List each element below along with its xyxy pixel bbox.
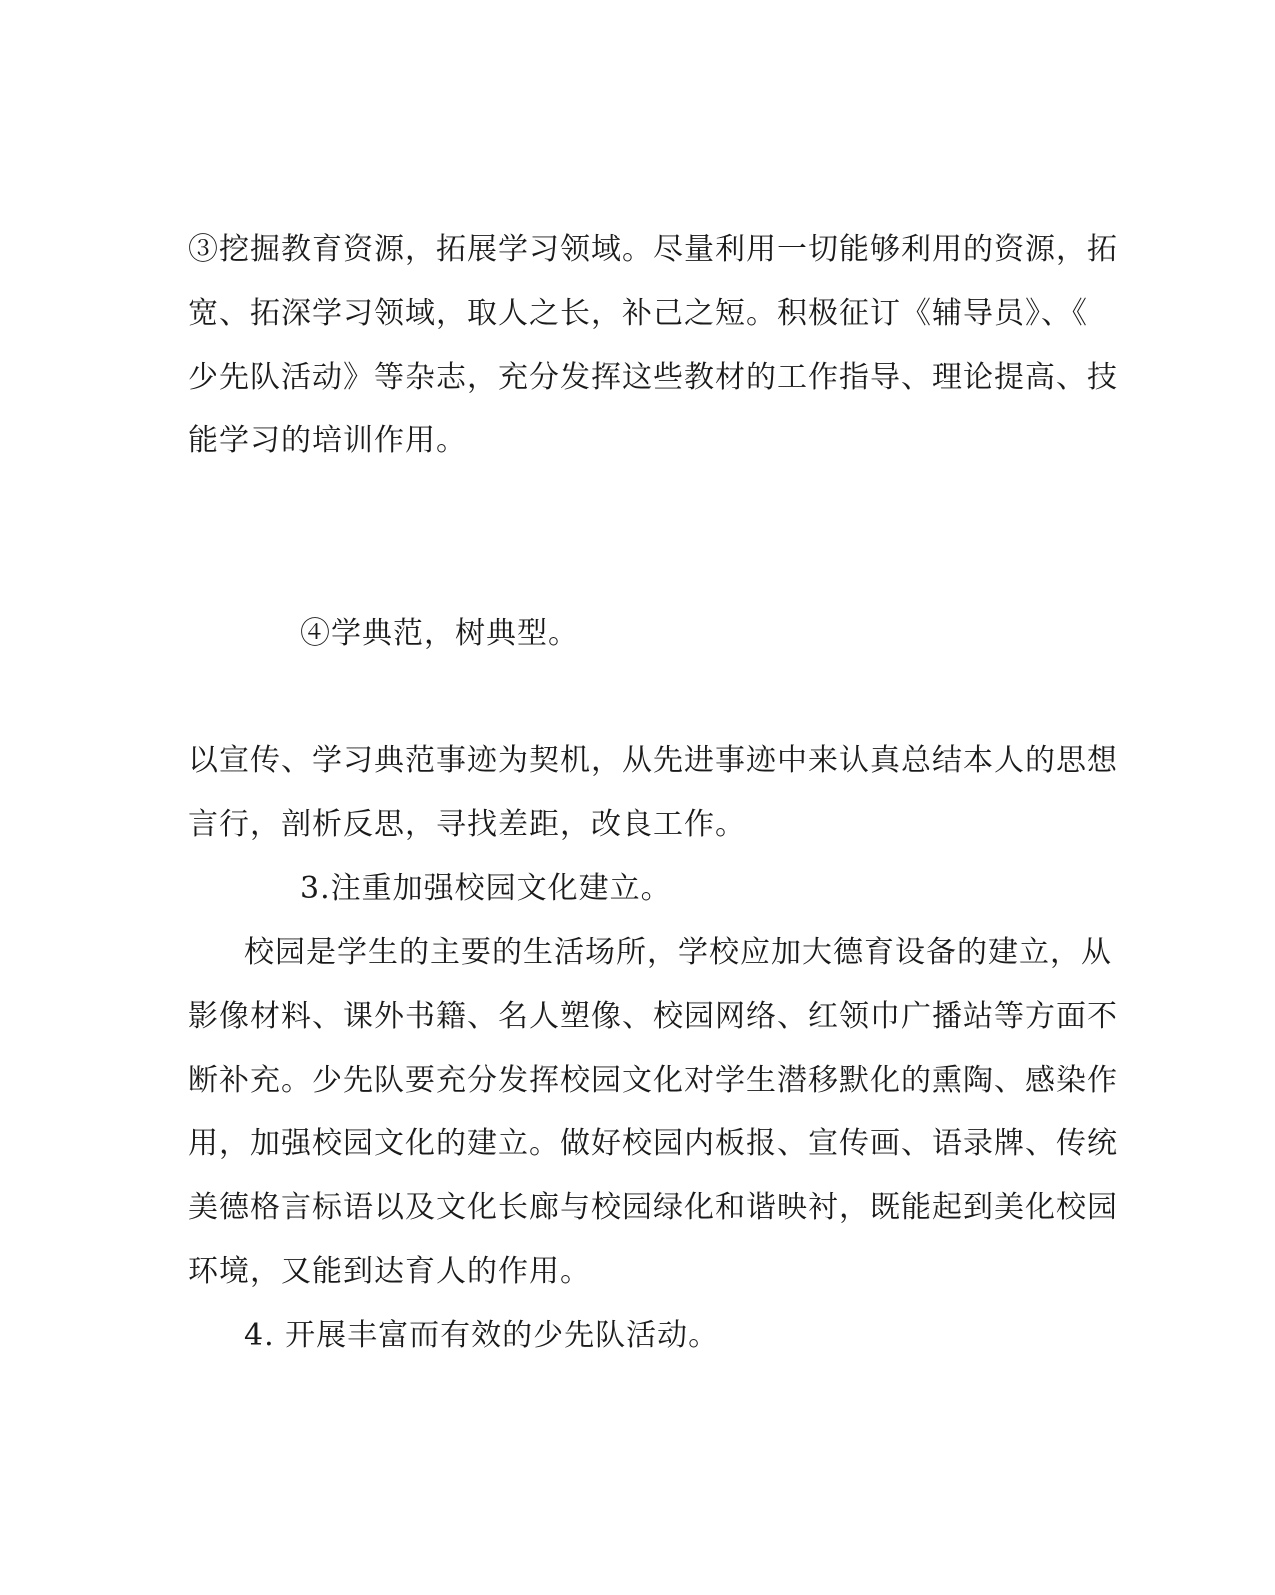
subheading: ④学典范，树典型。: [300, 616, 579, 651]
paragraph-line: 断补充。少先队要充分发挥校园文化对学生潜移默化的熏陶、感染作: [188, 1063, 1118, 1098]
paragraph-line: 言行，剖析反思，寻找差距，改良工作。: [188, 807, 746, 842]
paragraph-line: 能学习的培训作用。: [188, 423, 467, 458]
section-heading: 3.注重加强校园文化建立。: [300, 871, 672, 906]
paragraph-line: 少先队活动》等杂志，充分发挥这些教材的工作指导、理论提高、技: [188, 360, 1118, 395]
paragraph-line: 以宣传、学习典范事迹为契机，从先进事迹中来认真总结本人的思想: [188, 743, 1118, 778]
section-heading: 4. 开展丰富而有效的少先队活动。: [244, 1318, 720, 1353]
paragraph-line: 影像材料、课外书籍、名人塑像、校园网络、红领巾广播站等方面不: [188, 999, 1118, 1034]
paragraph-line: 宽、拓深学习领域，取人之长，补己之短。积极征订《辅导员》、《: [188, 296, 1088, 331]
paragraph-line: 用，加强校园文化的建立。做好校园内板报、宣传画、语录牌、传统: [188, 1126, 1118, 1161]
paragraph-line: 美德格言标语以及文化长廊与校园绿化和谐映衬，既能起到美化校园: [188, 1190, 1118, 1225]
paragraph-line: ③挖掘教育资源，拓展学习领域。尽量利用一切能够利用的资源，拓: [188, 232, 1118, 267]
paragraph-line: 校园是学生的主要的生活场所，学校应加大德育设备的建立，从: [244, 935, 1112, 970]
paragraph-line: 环境，又能到达育人的作用。: [188, 1254, 591, 1289]
